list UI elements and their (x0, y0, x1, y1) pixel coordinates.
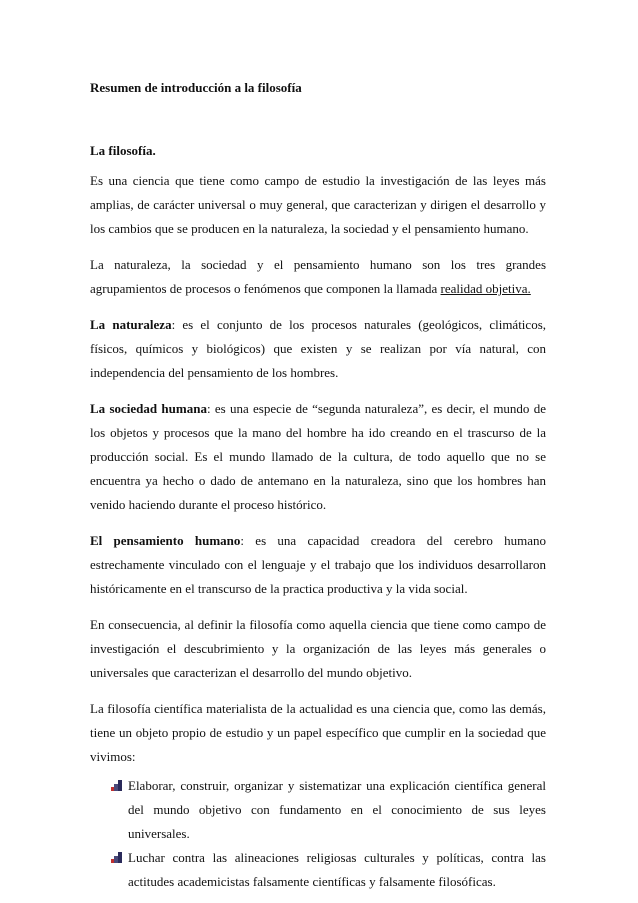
paragraph-pensamiento-text: : es una capacidad creadora del cerebro humano estrechamente vinculado con el lenguaje y el trabajo que los individuos desarrollaron históricamente en el transcurso de la practica productiva y la vida social. (90, 533, 546, 596)
bullet-list (90, 774, 546, 894)
list-item (128, 774, 546, 846)
paragraph-agrupamientos-text: La naturaleza, la sociedad y el pensamiento humano son los tres grandes agrupamientos de procesos o fenómenos que componen la llamada (90, 257, 546, 296)
paragraph-consecuencia: En consecuencia, al definir la filosofía como aquella ciencia que tiene como campo de investigación el descubrimiento y la organización de las leyes más generales o universales que caracterizan el desarrollo del mundo objetivo. (90, 617, 546, 680)
stair-bullet-icon (111, 852, 122, 863)
term-naturaleza: La naturaleza (90, 317, 172, 332)
paragraph-sociedad (90, 397, 546, 517)
paragraph-naturaleza (90, 313, 546, 385)
term-sociedad: La sociedad humana (90, 401, 207, 416)
bullet-text: Luchar contra las alineaciones religiosas culturales y políticas, contra las actitudes academicistas falsamente científicas y falsamente filosóficas. (128, 850, 546, 889)
term-pensamiento: El pensamiento humano (90, 533, 241, 548)
paragraph-definition: Es una ciencia que tiene como campo de estudio la investigación de las leyes más amplias, de carácter universal o muy general, que caracterizan y dirigen el desarrollo y los cambios que se producen en la naturaleza, la sociedad y el pensamiento humano. (90, 173, 546, 236)
paragraph-naturaleza-text: : es el conjunto de los procesos naturales (geológicos, climáticos, físicos, químicos y biológicos) que existen y se realizan por vía natural, con independencia del pensamiento de los hombres. (90, 317, 546, 380)
bullet-text: Elaborar, construir, organizar y sistematizar una explicación científica general del mundo objetivo con fundamento en el conocimiento de sus leyes universales. (128, 778, 546, 841)
paragraph-agrupamientos (90, 253, 546, 301)
section-title: La filosofía. (90, 143, 156, 158)
stair-bullet-icon (111, 780, 122, 791)
document-title: Resumen de introducción a la filosofía (90, 80, 302, 95)
document-page (90, 66, 546, 894)
paragraph-pensamiento (90, 529, 546, 601)
list-item (128, 846, 546, 894)
paragraph-sociedad-text: : es una especie de “segunda naturaleza”, es decir, el mundo de los objetos y procesos que la mano del hombre ha ido creando en el trascurso de la producción social. Es el mundo llamado de la cultura, de todo aquello que no se encuentra ya hecho o dado de antemano en la naturaleza, sino que los hombres han venido haciendo durante el proceso histórico. (90, 401, 546, 512)
paragraph-filosofia-cientifica: La filosofía científica materialista de la actualidad es una ciencia que, como las demás, tiene un objeto propio de estudio y un papel específico que cumplir en la sociedad que vivimos: (90, 701, 546, 764)
realidad-objetiva-link: realidad objetiva. (440, 281, 531, 296)
